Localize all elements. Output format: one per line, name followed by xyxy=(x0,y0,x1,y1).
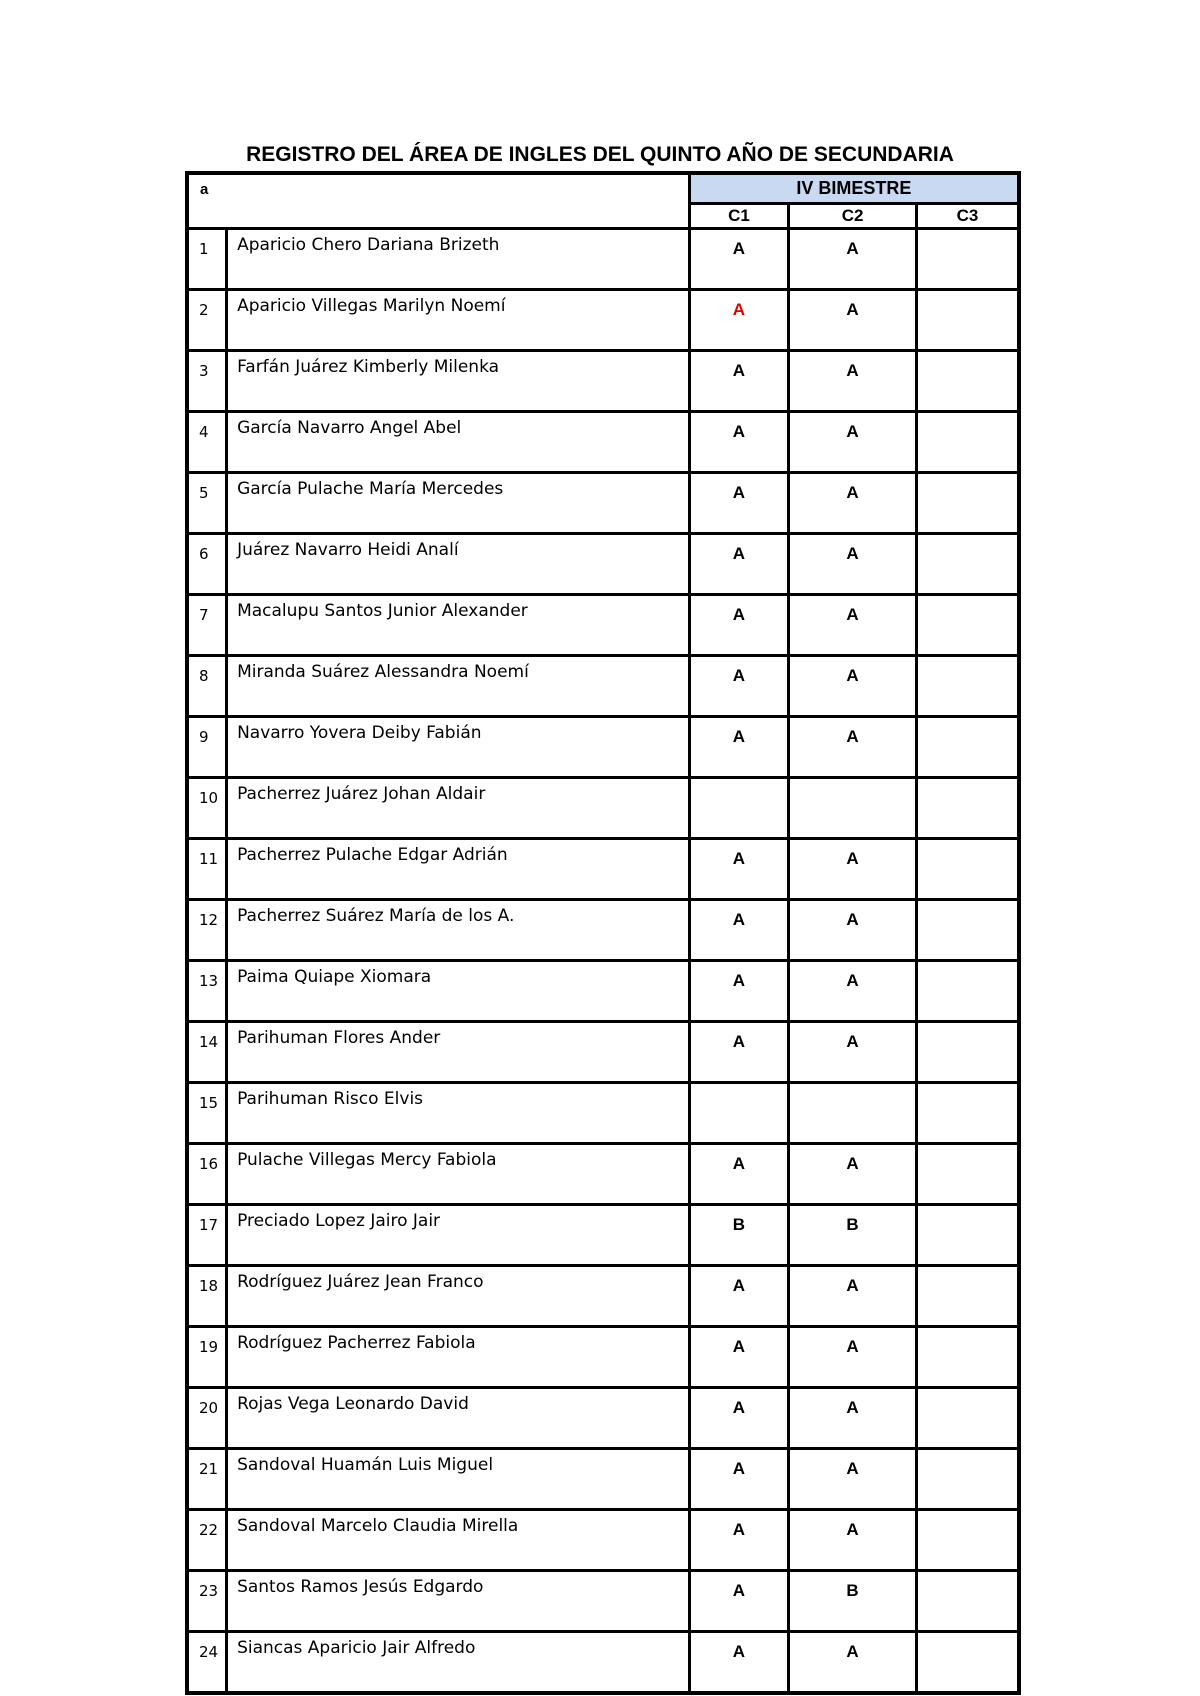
grade-c3 xyxy=(916,1205,1019,1266)
grade-c2: A xyxy=(789,1327,917,1388)
row-number: 17 xyxy=(187,1205,227,1266)
table-row xyxy=(187,229,1019,290)
grade-c1: A xyxy=(689,290,788,351)
grade-c3 xyxy=(916,1388,1019,1449)
grade-c2: A xyxy=(789,839,917,900)
corner-label: a xyxy=(187,173,689,229)
row-number: 3 xyxy=(187,351,227,412)
row-number: 1 xyxy=(187,229,227,290)
row-number: 24 xyxy=(187,1632,227,1694)
student-name: Rodríguez Juárez Jean Franco xyxy=(227,1266,690,1327)
document-title: REGISTRO DEL ÁREA DE INGLES DEL QUINTO AÑO DE SECUNDARIA xyxy=(246,143,954,166)
row-number: 23 xyxy=(187,1571,227,1632)
table-row xyxy=(187,1571,1019,1632)
table-row xyxy=(187,473,1019,534)
grade-c3 xyxy=(916,595,1019,656)
table-row xyxy=(187,1449,1019,1510)
grade-c3 xyxy=(916,534,1019,595)
grade-c1: A xyxy=(689,1632,788,1694)
row-number: 10 xyxy=(187,778,227,839)
table-row xyxy=(187,412,1019,473)
student-name: Pulache Villegas Mercy Fabiola xyxy=(227,1144,690,1205)
row-number: 20 xyxy=(187,1388,227,1449)
student-name: Macalupu Santos Junior Alexander xyxy=(227,595,690,656)
grade-c3 xyxy=(916,1327,1019,1388)
grade-c2: A xyxy=(789,1632,917,1694)
grade-c3 xyxy=(916,1510,1019,1571)
row-number: 12 xyxy=(187,900,227,961)
table-row xyxy=(187,1510,1019,1571)
grade-c2: A xyxy=(789,595,917,656)
table-row xyxy=(187,900,1019,961)
student-name: Siancas Aparicio Jair Alfredo xyxy=(227,1632,690,1694)
grade-c3 xyxy=(916,351,1019,412)
student-name: Aparicio Villegas Marilyn Noemí xyxy=(227,290,690,351)
student-name: Paima Quiape Xiomara xyxy=(227,961,690,1022)
table-row xyxy=(187,1205,1019,1266)
row-number: 16 xyxy=(187,1144,227,1205)
grade-c1: A xyxy=(689,1510,788,1571)
grade-c3 xyxy=(916,1571,1019,1632)
grade-c1: A xyxy=(689,839,788,900)
column-header-c1: C1 xyxy=(689,204,788,229)
student-name: Aparicio Chero Dariana Brizeth xyxy=(227,229,690,290)
table-row xyxy=(187,1632,1019,1694)
table-row xyxy=(187,290,1019,351)
grade-c1: A xyxy=(689,1266,788,1327)
grade-c2: A xyxy=(789,412,917,473)
row-number: 13 xyxy=(187,961,227,1022)
table-row xyxy=(187,1022,1019,1083)
grade-c3 xyxy=(916,656,1019,717)
row-number: 8 xyxy=(187,656,227,717)
grade-c1: A xyxy=(689,900,788,961)
grade-c3 xyxy=(916,1449,1019,1510)
grade-c1: A xyxy=(689,534,788,595)
table-row xyxy=(187,1327,1019,1388)
grade-c2: A xyxy=(789,900,917,961)
grade-c3 xyxy=(916,1632,1019,1694)
row-number: 9 xyxy=(187,717,227,778)
grade-c1: A xyxy=(689,656,788,717)
student-name: Preciado Lopez Jairo Jair xyxy=(227,1205,690,1266)
row-number: 2 xyxy=(187,290,227,351)
student-name: Juárez Navarro Heidi Analí xyxy=(227,534,690,595)
grade-c2: A xyxy=(789,1388,917,1449)
grade-c1: A xyxy=(689,717,788,778)
row-number: 19 xyxy=(187,1327,227,1388)
grade-c3 xyxy=(916,961,1019,1022)
table-row xyxy=(187,351,1019,412)
student-name: Navarro Yovera Deiby Fabián xyxy=(227,717,690,778)
grade-c2: A xyxy=(789,351,917,412)
row-number: 14 xyxy=(187,1022,227,1083)
column-header-c2: C2 xyxy=(789,204,917,229)
grade-c2: A xyxy=(789,961,917,1022)
grade-c3 xyxy=(916,229,1019,290)
row-number: 6 xyxy=(187,534,227,595)
table-row xyxy=(187,595,1019,656)
student-name: Rodríguez Pacherrez Fabiola xyxy=(227,1327,690,1388)
grade-c2: A xyxy=(789,1449,917,1510)
student-name: Pacherrez Suárez María de los A. xyxy=(227,900,690,961)
grade-c3 xyxy=(916,839,1019,900)
grade-c3 xyxy=(916,717,1019,778)
row-number: 22 xyxy=(187,1510,227,1571)
grade-c3 xyxy=(916,1144,1019,1205)
grade-c1: A xyxy=(689,961,788,1022)
grade-c3 xyxy=(916,412,1019,473)
grade-c2: A xyxy=(789,1144,917,1205)
student-name: Pacherrez Pulache Edgar Adrián xyxy=(227,839,690,900)
grade-c3 xyxy=(916,900,1019,961)
table-row xyxy=(187,1388,1019,1449)
row-number: 15 xyxy=(187,1083,227,1144)
grade-c2 xyxy=(789,778,917,839)
row-number: 5 xyxy=(187,473,227,534)
student-name: García Navarro Angel Abel xyxy=(227,412,690,473)
student-name: García Pulache María Mercedes xyxy=(227,473,690,534)
table-row xyxy=(187,961,1019,1022)
grade-c3 xyxy=(916,1022,1019,1083)
table-row xyxy=(187,656,1019,717)
grade-c1: A xyxy=(689,1571,788,1632)
row-number: 4 xyxy=(187,412,227,473)
grade-c3 xyxy=(916,778,1019,839)
student-name: Farfán Juárez Kimberly Milenka xyxy=(227,351,690,412)
student-name: Parihuman Flores Ander xyxy=(227,1022,690,1083)
period-header: IV BIMESTRE xyxy=(689,173,1019,204)
row-number: 21 xyxy=(187,1449,227,1510)
grade-c2: A xyxy=(789,1510,917,1571)
row-number: 18 xyxy=(187,1266,227,1327)
table-row xyxy=(187,717,1019,778)
grade-c2: A xyxy=(789,1266,917,1327)
grade-c1: A xyxy=(689,1388,788,1449)
student-name: Santos Ramos Jesús Edgardo xyxy=(227,1571,690,1632)
grade-c2: A xyxy=(789,473,917,534)
grade-c1: A xyxy=(689,412,788,473)
table-row xyxy=(187,1266,1019,1327)
grade-c2: A xyxy=(789,290,917,351)
student-name: Parihuman Risco Elvis xyxy=(227,1083,690,1144)
grade-c1: A xyxy=(689,351,788,412)
grade-c2: A xyxy=(789,717,917,778)
grade-c1: B xyxy=(689,1205,788,1266)
grade-c3 xyxy=(916,1083,1019,1144)
table-row xyxy=(187,534,1019,595)
student-name: Sandoval Marcelo Claudia Mirella xyxy=(227,1510,690,1571)
grade-c1 xyxy=(689,778,788,839)
row-number: 7 xyxy=(187,595,227,656)
grade-c2: A xyxy=(789,229,917,290)
grade-c2: A xyxy=(789,656,917,717)
grade-c1: A xyxy=(689,473,788,534)
student-name: Pacherrez Juárez Johan Aldair xyxy=(227,778,690,839)
table-row xyxy=(187,1144,1019,1205)
grade-c3 xyxy=(916,473,1019,534)
student-name: Sandoval Huamán Luis Miguel xyxy=(227,1449,690,1510)
grade-c2: B xyxy=(789,1571,917,1632)
grade-c1: A xyxy=(689,1022,788,1083)
row-number: 11 xyxy=(187,839,227,900)
column-header-c3: C3 xyxy=(916,204,1019,229)
table-row xyxy=(187,1083,1019,1144)
grade-c2: B xyxy=(789,1205,917,1266)
grade-c2: A xyxy=(789,534,917,595)
grade-c3 xyxy=(916,290,1019,351)
grade-c1: A xyxy=(689,1449,788,1510)
grade-c1: A xyxy=(689,229,788,290)
grade-c1: A xyxy=(689,1144,788,1205)
grade-c1: A xyxy=(689,1327,788,1388)
grade-c2 xyxy=(789,1083,917,1144)
grade-c3 xyxy=(916,1266,1019,1327)
table-row xyxy=(187,778,1019,839)
table-header-row-period xyxy=(187,173,1019,204)
grade-register-table xyxy=(185,171,1021,1695)
student-name: Rojas Vega Leonardo David xyxy=(227,1388,690,1449)
student-name: Miranda Suárez Alessandra Noemí xyxy=(227,656,690,717)
grade-c2: A xyxy=(789,1022,917,1083)
grade-c1 xyxy=(689,1083,788,1144)
table-row xyxy=(187,839,1019,900)
grade-c1: A xyxy=(689,595,788,656)
